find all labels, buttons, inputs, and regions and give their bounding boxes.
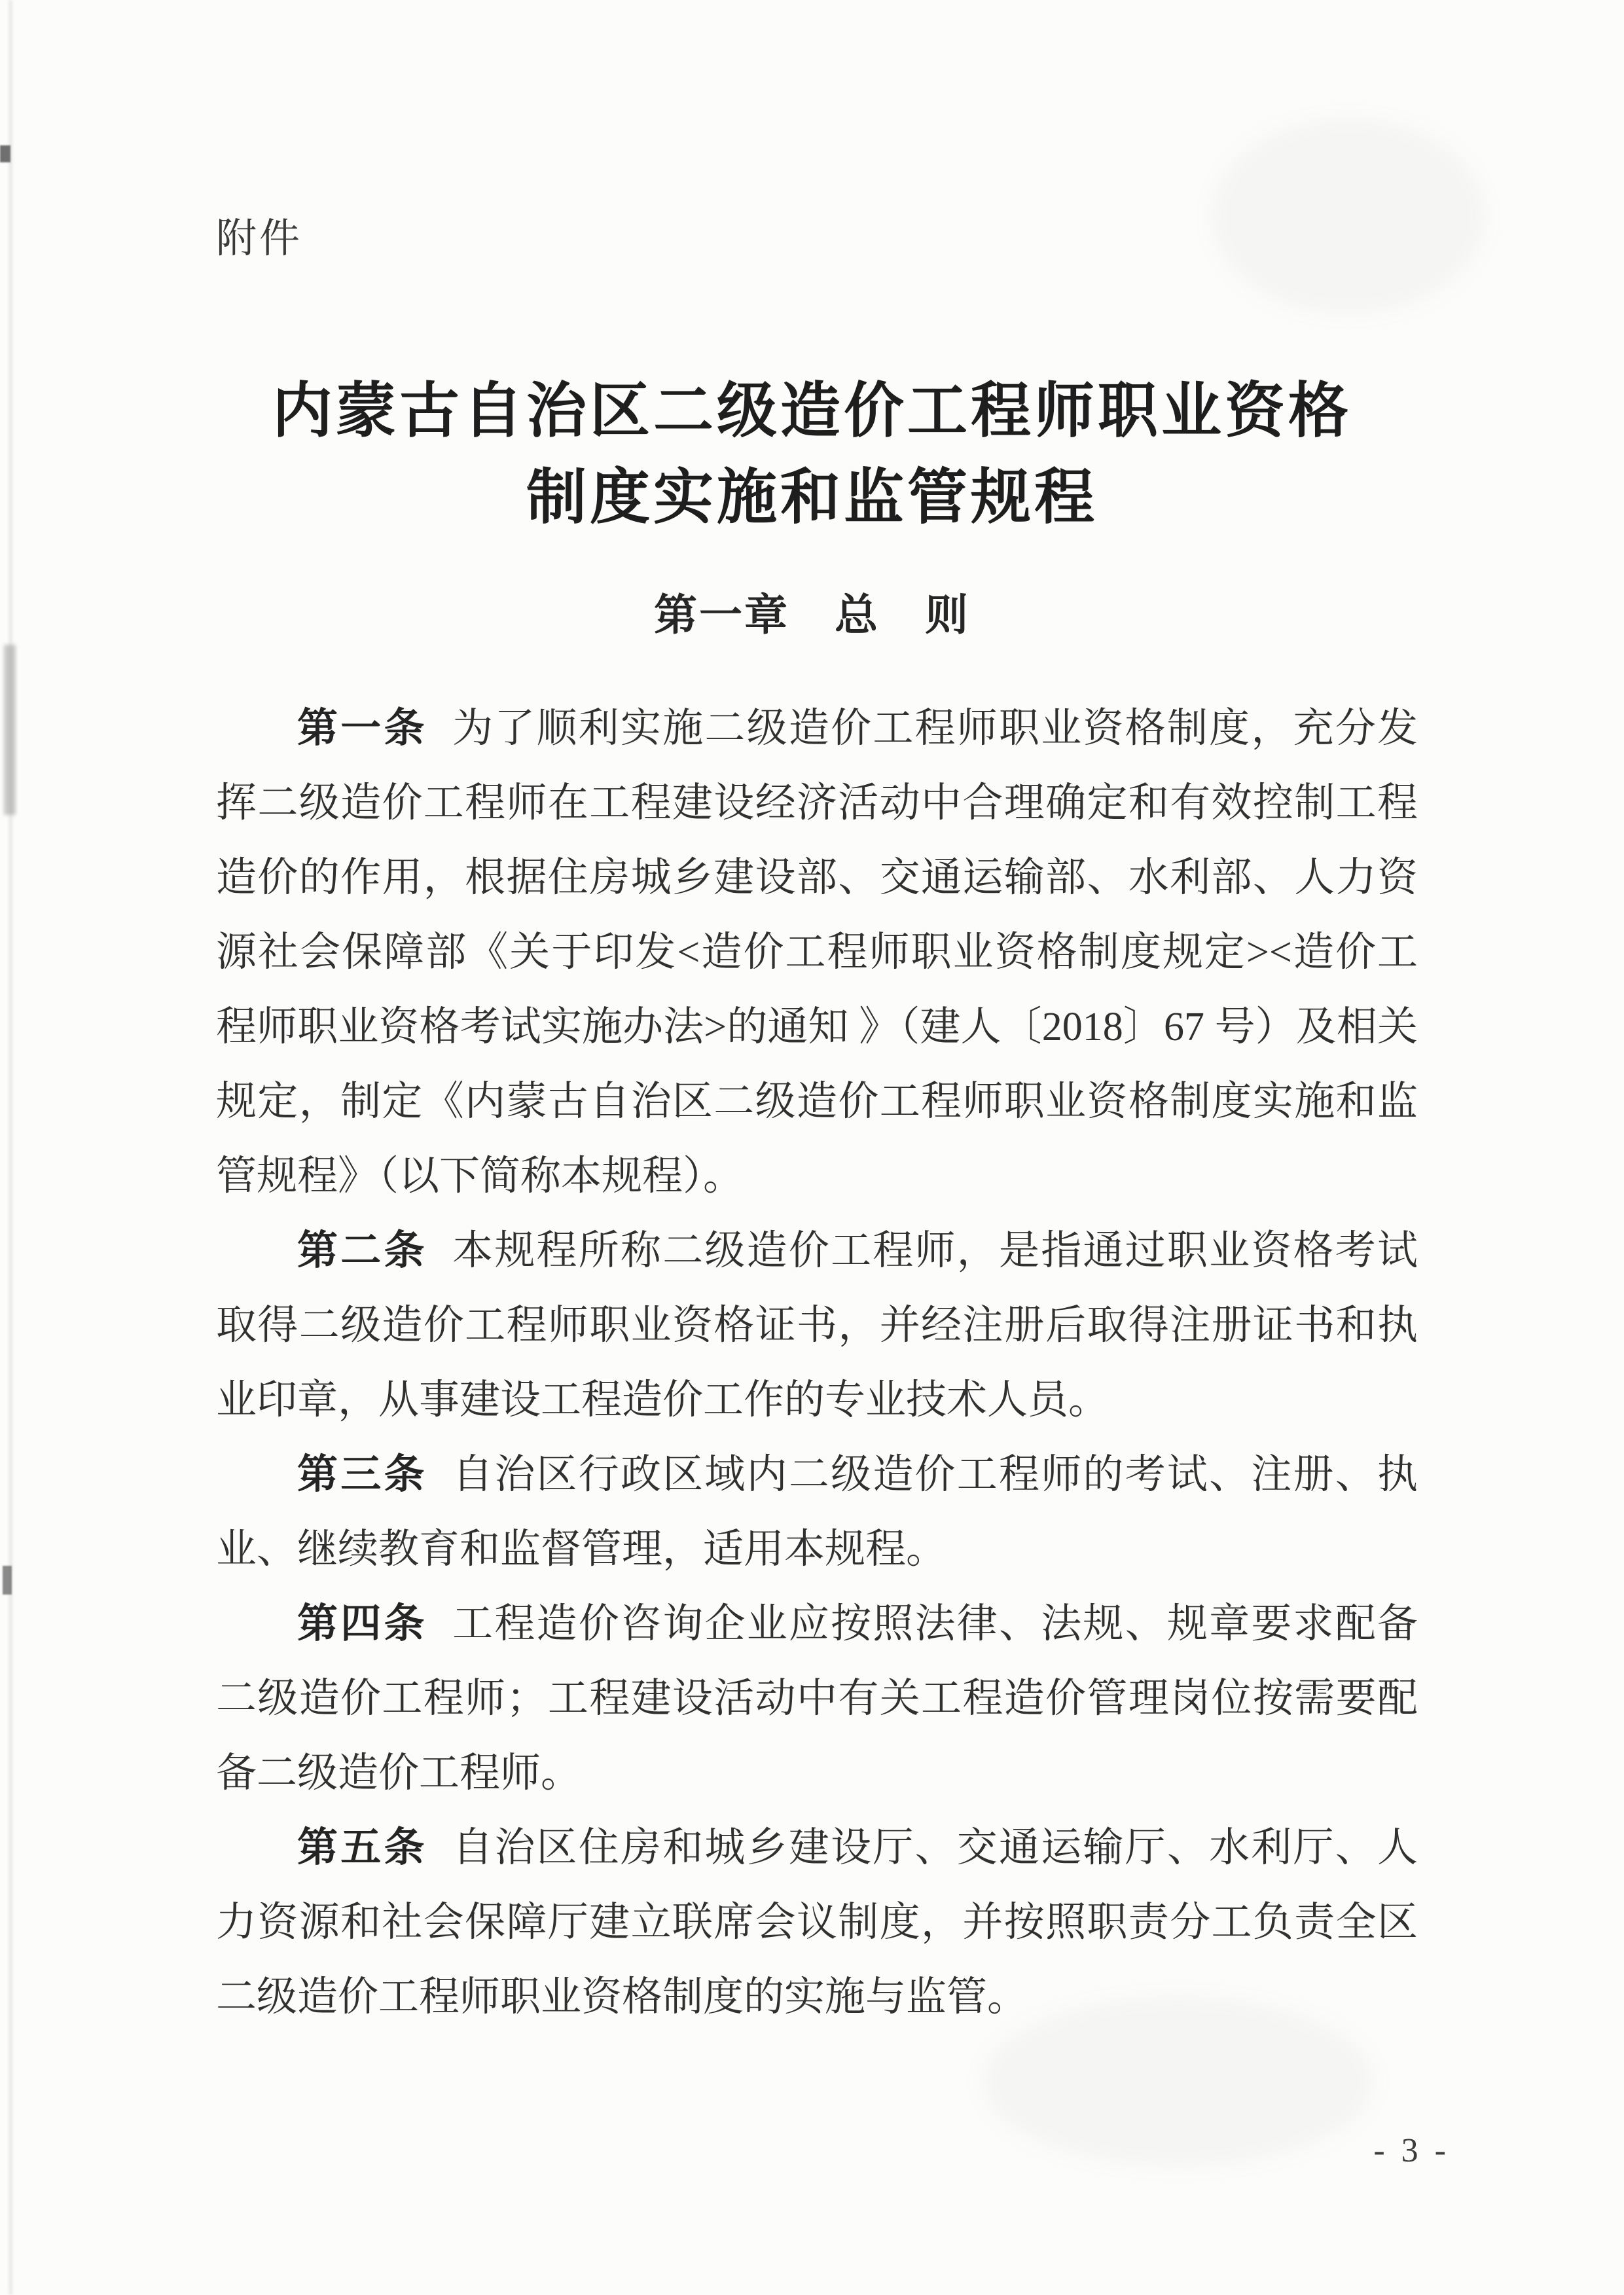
article-paragraph: [216, 1587, 1418, 1811]
article-text: 本规程所称二级造价工程师，是指通过职业资格考试取得二级造价工程师职业资格证书，并经注册后取得注册证书和执业印章，从事建设工程造价工作的专业技术人员。: [216, 1229, 1418, 1422]
article-paragraph: [216, 1214, 1418, 1437]
scan-artifact: [3, 1566, 12, 1595]
article-paragraph: [216, 1811, 1418, 2034]
scan-smudge: [1211, 118, 1486, 314]
document-title-line1: 内蒙古自治区二级造价工程师职业资格: [272, 378, 1352, 444]
article-number: 第三条: [297, 1453, 427, 1497]
article-text: 自治区住房和城乡建设厅、交通运输厅、水利厅、人力资源和社会保障厅建立联席会议制度，并按照职责分工负责全区二级造价工程师职业资格制度的实施与监管。: [216, 1826, 1418, 2019]
attachment-label: 附件: [216, 217, 303, 261]
article-number: 第二条: [297, 1229, 427, 1273]
article-number: 第四条: [297, 1602, 427, 1646]
article-number: 第一条: [297, 706, 427, 751]
article-text: 工程造价咨询企业应按照法律、法规、规章要求配备二级造价工程师；工程建设活动中有关工程造价管理岗位按需要配备二级造价工程师。: [216, 1602, 1418, 1796]
article-number: 第五条: [297, 1826, 427, 1870]
scan-artifact: [0, 145, 10, 162]
page-number: - 3 -: [1373, 2132, 1450, 2169]
document-title-line2: 制度实施和监管规程: [526, 464, 1098, 531]
scan-artifact: [4, 645, 16, 815]
article-text: 自治区行政区域内二级造价工程师的考试、注册、执业、继续教育和监督管理，适用本规程。: [216, 1453, 1418, 1572]
chapter-heading: 第一章 总 则: [654, 592, 970, 640]
document-body: [216, 691, 1418, 2034]
scan-edge-line: [9, 0, 13, 2295]
article-text: 为了顺利实施二级造价工程师职业资格制度，充分发挥二级造价工程师在工程建设经济活动中合理确定和有效控制工程造价的作用，根据住房城乡建设部、交通运输部、水利部、人力资源社会保障部《关于印发<造价工程师职业资格制度规定><造价工程师职业资格考试实施办法>的通知 》（建人〔2018〕67 号）及相关规定，制定《内蒙古自治区二级造价工程师职业资格制度实施和监管规程》（以下简称本规程）。: [216, 706, 1418, 1199]
article-paragraph: [216, 691, 1418, 1214]
article-paragraph: [216, 1437, 1418, 1587]
document-title: [0, 368, 1624, 541]
